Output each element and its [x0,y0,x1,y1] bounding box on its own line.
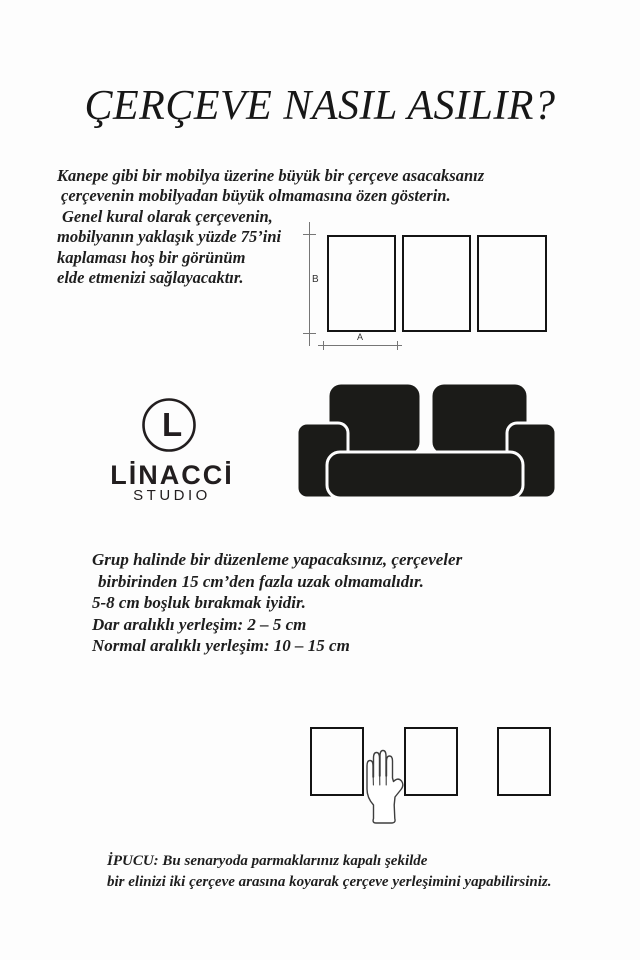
hand-icon [360,744,406,826]
frame-diagram-rect-3 [477,235,547,332]
intro-line: Genel kural olarak çerçevenin, [62,206,273,226]
spacing-diagram-frame-2 [404,727,458,796]
clock-logo-icon [140,396,198,454]
intro-line: kaplaması hoş bir görünüm [57,247,246,267]
width-dimension-tick [323,341,324,350]
grouping-line: birbirinden 15 cm’den fazla uzak olmamalıdır. [98,571,424,591]
width-dimension-line [318,345,402,346]
height-dimension-tick [303,333,316,334]
logo-name: LİNACCİ [110,460,234,490]
height-dimension-tick [303,234,316,235]
intro-line: elde etmenizi sağlayacaktır. [57,268,244,288]
grouping-line: Normal aralıklı yerleşim: 10 – 15 cm [92,636,350,655]
tip-paragraph [107,851,552,893]
grouping-line: Dar aralıklı yerleşim: 2 – 5 cm [92,614,307,634]
grouping-line: Grup halinde bir düzenleme yapacaksınız, çerçeveler [92,550,463,569]
sofa-icon [295,377,560,503]
intro-line: Kanepe gibi bir mobilya üzerine büyük bir çerçeve asacaksanız [57,166,485,185]
tip-line: İPUCU: Bu senaryoda parmaklarınız kapalı şekilde [107,853,428,869]
tip-line: bir elinizi iki çerçeve arasına koyarak çerçeve yerleşimini yapabilirsiniz. [107,874,552,890]
logo-subtitle: STUDIO [133,487,211,504]
intro-line: çerçevenin mobilyadan büyük olmamasına özen gösterin. [61,186,451,206]
grouping-line: 5-8 cm boşluk bırakmak iyidir. [92,593,306,612]
logo-monogram: L [162,406,183,443]
spacing-diagram-frame-1 [310,727,364,796]
width-dimension-tick [397,341,398,350]
grouping-paragraph [92,549,462,657]
frame-diagram-rect-1 [327,235,396,332]
page-title: ÇERÇEVE NASIL ASILIR? [84,83,556,129]
height-dimension-line [309,222,310,346]
spacing-diagram-frame-3 [497,727,551,796]
width-dimension-label: A [356,332,363,342]
frame-diagram-rect-2 [402,235,471,332]
height-dimension-label: B [312,274,319,285]
intro-line: mobilyanın yaklaşık yüzde 75’ini [57,227,282,247]
